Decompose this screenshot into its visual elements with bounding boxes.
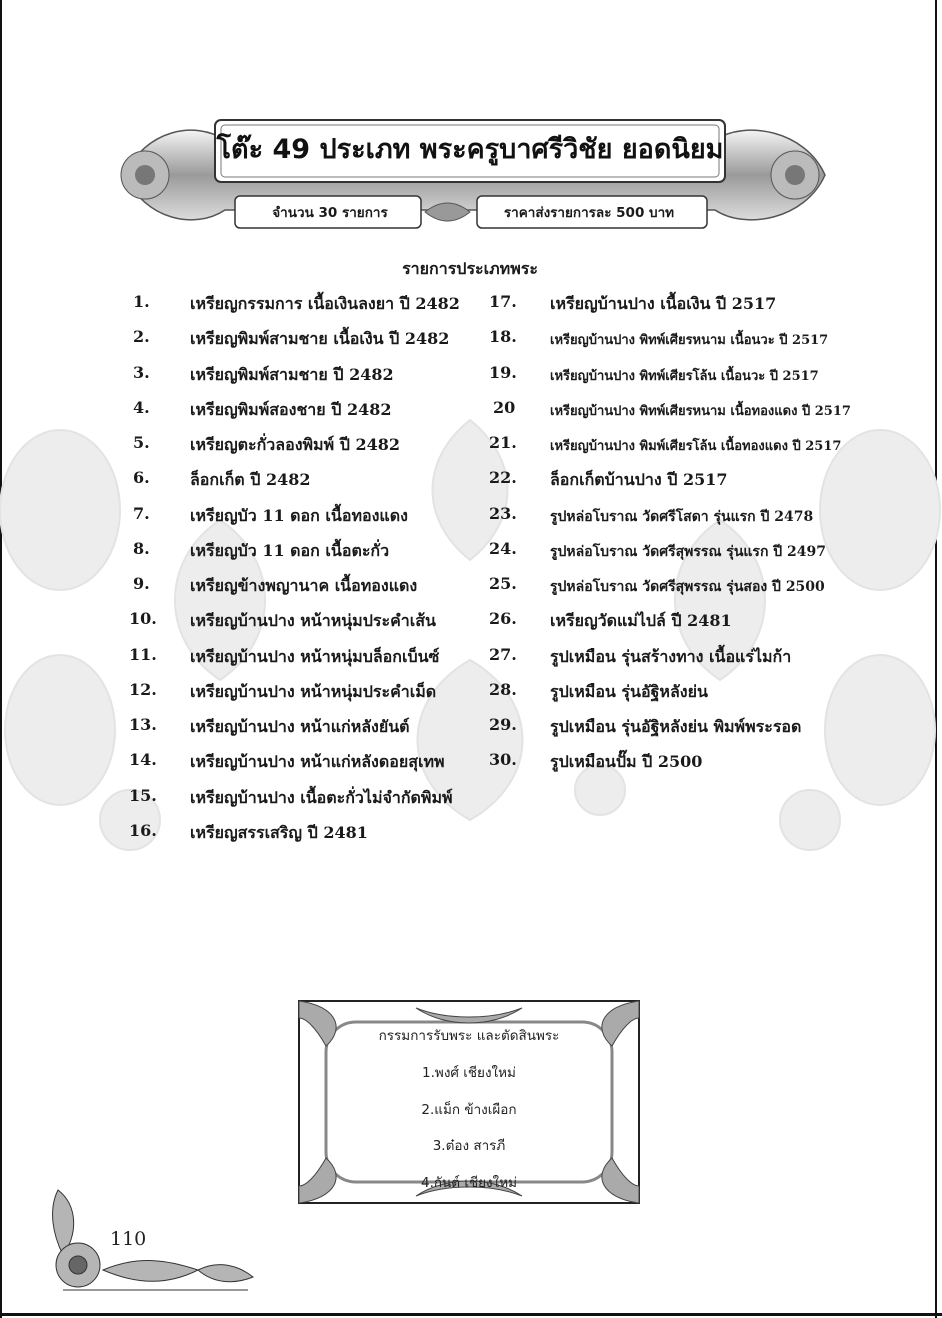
item-count-label: จำนวน 30 รายการ: [272, 205, 388, 221]
page-title: โต๊ะ 49 ประเภท พระครูบาศรีวิชัย ยอดนิยม: [216, 134, 724, 165]
price-label: ราคาส่งรายการละ 500 บาท: [503, 205, 675, 221]
section-heading: รายการประเภทพระ: [402, 259, 538, 278]
corner-floral-ornament: [48, 1185, 258, 1295]
committee-member: 2.แม็ก ข้างเผือก: [421, 1102, 517, 1118]
committee-heading: กรรมการรับพระ และตัดสินพระ: [378, 1028, 560, 1044]
committee-member: 3.ต๋อง สารภี: [432, 1138, 506, 1154]
committee-member: 4.กันต์ เชียงใหม่: [420, 1175, 517, 1191]
page-number: 110: [110, 1228, 147, 1250]
page-border-bottom: [0, 1313, 942, 1316]
committee-member: 1.พงศ์ เชียงใหม่: [422, 1065, 516, 1081]
title-banner: [105, 100, 835, 250]
